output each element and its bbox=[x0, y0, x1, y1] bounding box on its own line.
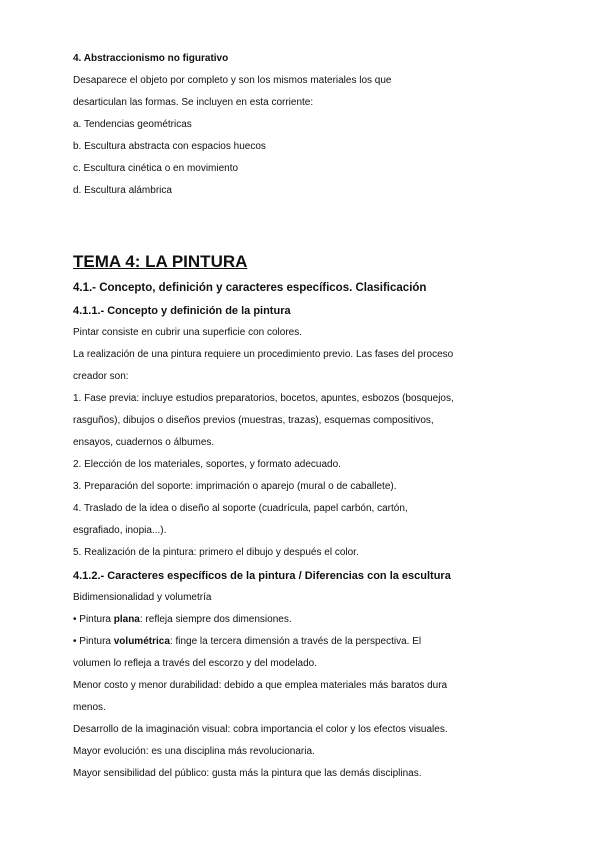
list-item-continuation: rasguños), dibujos o diseños previos (muestras, trazas), esquemas compositivos, bbox=[73, 415, 434, 426]
paragraph-line: Pintar consiste en cubrir una superficie con colores. bbox=[73, 327, 303, 338]
bold-term: volumétrica bbox=[113, 636, 170, 647]
list-item-continuation: ensayos, cuadernos o álbumes. bbox=[73, 437, 215, 448]
section-heading bbox=[73, 53, 228, 65]
paragraph-line: Menor costo y menor durabilidad: debido a que emplea materiales más baratos dura bbox=[73, 680, 448, 691]
section-number: 4. bbox=[73, 53, 82, 64]
paragraph-line: Desaparece el objeto por completo y son los mismos materiales los que bbox=[73, 75, 392, 86]
bullet-item bbox=[73, 614, 292, 626]
subsubsection-title: 4.1.2.- Caracteres específicos de la pintura / Diferencias con la escultura bbox=[73, 570, 451, 582]
paragraph-line: Bidimensionalidad y volumetría bbox=[73, 592, 212, 603]
bullet-text: : finge la tercera dimensión a través de la perspectiva. El bbox=[169, 636, 422, 647]
list-item-continuation: esgrafiado, inopia...). bbox=[73, 525, 167, 536]
list-item: 2. Elección de los materiales, soportes, y formato adecuado. bbox=[73, 459, 341, 470]
list-item: 4. Traslado de la idea o diseño al soporte (cuadrícula, papel carbón, cartón, bbox=[73, 503, 408, 514]
bullet-text: • Pintura bbox=[73, 614, 114, 625]
section-title: Abstraccionismo no figurativo bbox=[83, 53, 229, 64]
bullet-item-continuation: volumen lo refleja a través del escorzo y del modelado. bbox=[73, 658, 318, 669]
bullet-text: • Pintura bbox=[73, 636, 114, 647]
paragraph-line: Mayor sensibilidad del público: gusta más la pintura que las demás disciplinas. bbox=[73, 768, 422, 779]
list-item: 5. Realización de la pintura: primero el dibujo y después el color. bbox=[73, 547, 359, 558]
chapter-title: TEMA 4: LA PINTURA bbox=[73, 252, 248, 271]
paragraph-line: Desarrollo de la imaginación visual: cobra importancia el color y los efectos visuales. bbox=[73, 724, 448, 735]
list-item: 3. Preparación del soporte: imprimación o aparejo (mural o de caballete). bbox=[73, 481, 397, 492]
subsection-title: 4.1.- Concepto, definición y caracteres específicos. Clasificación bbox=[73, 282, 427, 294]
paragraph-line: creador son: bbox=[73, 371, 129, 382]
bold-term: plana bbox=[113, 614, 140, 625]
paragraph-line: menos. bbox=[73, 702, 106, 713]
subsubsection-title: 4.1.1.- Concepto y definición de la pintura bbox=[73, 305, 291, 317]
paragraph-line: La realización de una pintura requiere un procedimiento previo. Las fases del proceso bbox=[73, 349, 454, 360]
list-item: d. Escultura alámbrica bbox=[73, 185, 172, 196]
paragraph-line: desarticulan las formas. Se incluyen en esta corriente: bbox=[73, 97, 314, 108]
bullet-item bbox=[73, 636, 421, 648]
list-item: b. Escultura abstracta con espacios huecos bbox=[73, 141, 266, 152]
paragraph-line: Mayor evolución: es una disciplina más revolucionaria. bbox=[73, 746, 315, 757]
list-item: a. Tendencias geométricas bbox=[73, 119, 192, 130]
list-item: 1. Fase previa: incluye estudios preparatorios, bocetos, apuntes, esbozos (bosquejos, bbox=[73, 393, 454, 404]
list-item: c. Escultura cinética o en movimiento bbox=[73, 163, 239, 174]
bullet-text: : refleja siempre dos dimensiones. bbox=[139, 614, 292, 625]
